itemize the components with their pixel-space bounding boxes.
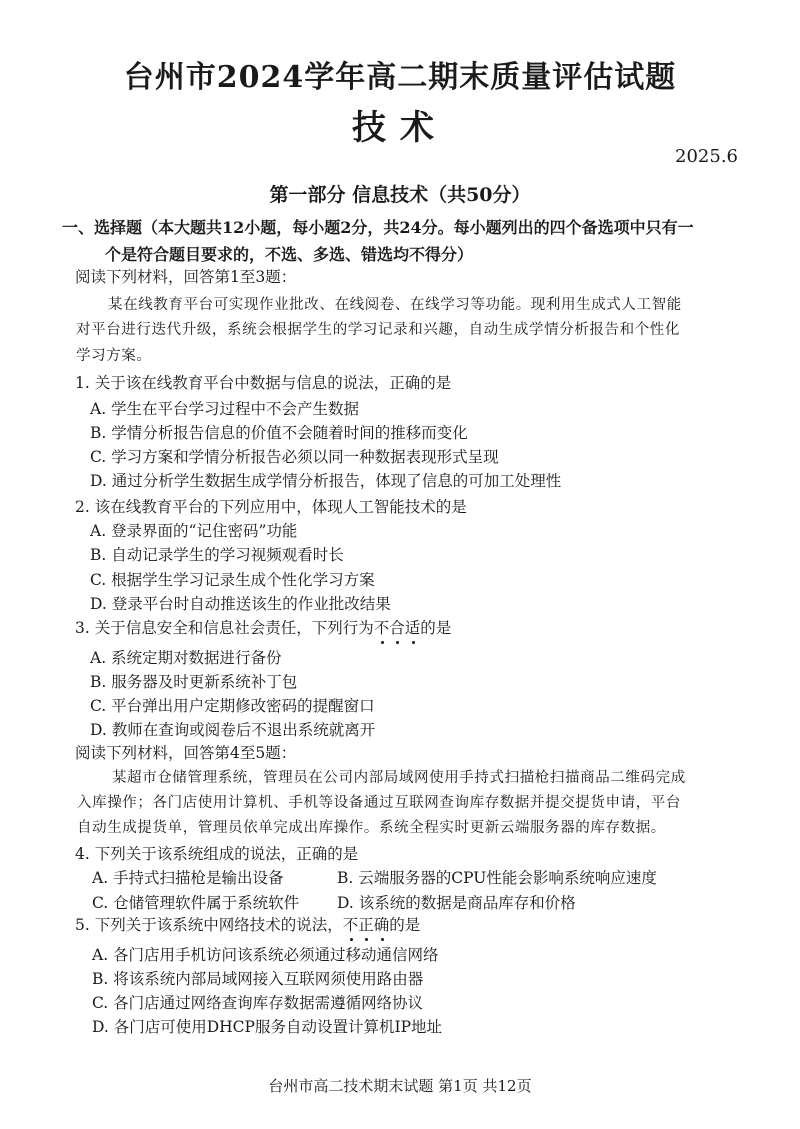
q3-emphasis-char-2: 合 <box>389 619 405 637</box>
q3-option-d: D. 教师在查询或阅卷后不退出系统就离开 <box>90 721 376 739</box>
q1-stem: 1. 关于该在线教育平台中数据与信息的说法，正确的是 <box>75 374 452 392</box>
q5-emphasis-char-3: 确 <box>373 916 390 934</box>
section-heading-line1: 一、选择题（本大题共12小题，每小题2分，共24分。每小题列出的四个备选项中只有一 <box>62 218 694 237</box>
q3-option-a: A. 系统定期对数据进行备份 <box>90 649 282 667</box>
q5-option-a: A. 各门店用手机访问该系统必须通过移动通信网络 <box>92 946 439 964</box>
q1-option-b: B. 学情分析报告信息的价值不会随着时间的推移而变化 <box>90 424 468 442</box>
reading1-paragraph-line1: 某在线教育平台可实现作业批改、在线阅卷、在线学习等功能。现利用生成式人工智能 <box>108 297 682 313</box>
reading2-paragraph-line2: 入库操作；各门店使用计算机、手机等设备通过互联网查询库存数据并提交提货申请，平台 <box>77 795 681 811</box>
q4-option-a: A. 手持式扫描枪是输出设备 <box>92 869 284 887</box>
q5-stem-post: 的是 <box>389 916 421 934</box>
q5-stem <box>75 914 420 936</box>
q5-option-c: C. 各门店通过网络查询库存数据需遵循网络协议 <box>92 994 424 1012</box>
q3-emphasis-char-3: 适 <box>404 619 421 637</box>
exam-date: 2025.6 <box>675 146 738 167</box>
q3-stem-post: 的是 <box>420 619 452 637</box>
page-footer: 台州市高二技术期末试题 第1页 共12页 <box>268 1077 532 1095</box>
q1-option-c: C. 学习方案和学情分析报告必须以同一种数据表现形式呈现 <box>90 448 499 466</box>
reading1-intro: 阅读下列材料，回答第1至3题： <box>75 268 297 286</box>
q4-stem: 4. 下列关于该系统组成的说法，正确的是 <box>75 845 359 863</box>
q5-option-d: D. 各门店可使用DHCP服务自动设置计算机IP地址 <box>92 1018 443 1036</box>
q4-option-c: C. 仓储管理软件属于系统软件 <box>92 894 300 912</box>
q5-option-b: B. 将该系统内部局域网接入互联网须使用路由器 <box>92 970 424 988</box>
q3-option-c: C. 平台弹出用户定期修改密码的提醒窗口 <box>90 697 375 715</box>
q4-option-b: B. 云端服务器的CPU性能会影响系统响应速度 <box>337 869 657 887</box>
q1-option-a: A. 学生在平台学习过程中不会产生数据 <box>90 400 360 418</box>
q3-emphasis-char-1: 不 <box>373 619 390 637</box>
part-heading: 第一部分 信息技术（共50分） <box>269 184 531 206</box>
q4-option-d: D. 该系统的数据是商品库存和价格 <box>337 894 576 912</box>
section-heading-line2: 个是符合题目要求的，不选、多选、错选均不得分） <box>105 245 474 264</box>
subject-title: 技术 <box>352 108 448 148</box>
reading2-paragraph-line3: 自动生成提货单，管理员依单完成出库操作。系统全程实时更新云端服务器的库存数据。 <box>77 820 666 836</box>
reading1-paragraph-line2: 对平台进行迭代升级，系统会根据学生的学习记录和兴趣，自动生成学情分析报告和个性化 <box>76 322 680 338</box>
reading1-paragraph-line3: 学习方案。 <box>76 348 152 364</box>
q5-stem-pre: 5. 下列关于该系统中网络技术的说法， <box>75 916 343 934</box>
q5-emphasis-char-1: 不 <box>342 916 359 934</box>
q3-stem-pre: 3. 关于信息安全和信息社会责任，下列行为 <box>75 619 374 637</box>
q3-option-b: B. 服务器及时更新系统补丁包 <box>90 673 298 691</box>
reading2-intro: 阅读下列材料，回答第4至5题： <box>75 744 297 762</box>
reading2-paragraph-line1: 某超市仓储管理系统，管理员在公司内部局域网使用手持式扫描枪扫描商品二维码完成 <box>112 770 686 786</box>
q2-option-b: B. 自动记录学生的学习视频观看时长 <box>90 546 344 564</box>
q2-option-a: A. 登录界面的“记住密码”功能 <box>90 522 298 540</box>
q2-stem: 2. 该在线教育平台的下列应用中，体现人工智能技术的是 <box>75 498 467 516</box>
q2-option-c: C. 根据学生学习记录生成个性化学习方案 <box>90 571 375 589</box>
q2-option-d: D. 登录平台时自动推送该生的作业批改结果 <box>90 595 391 613</box>
exam-title: 台州市2024学年高二期末质量评估试题 <box>123 60 677 95</box>
q1-option-d: D. 通过分析学生数据生成学情分析报告，体现了信息的可加工处理性 <box>90 472 562 490</box>
q5-emphasis-char-2: 正 <box>358 916 374 934</box>
q3-stem <box>75 617 451 639</box>
